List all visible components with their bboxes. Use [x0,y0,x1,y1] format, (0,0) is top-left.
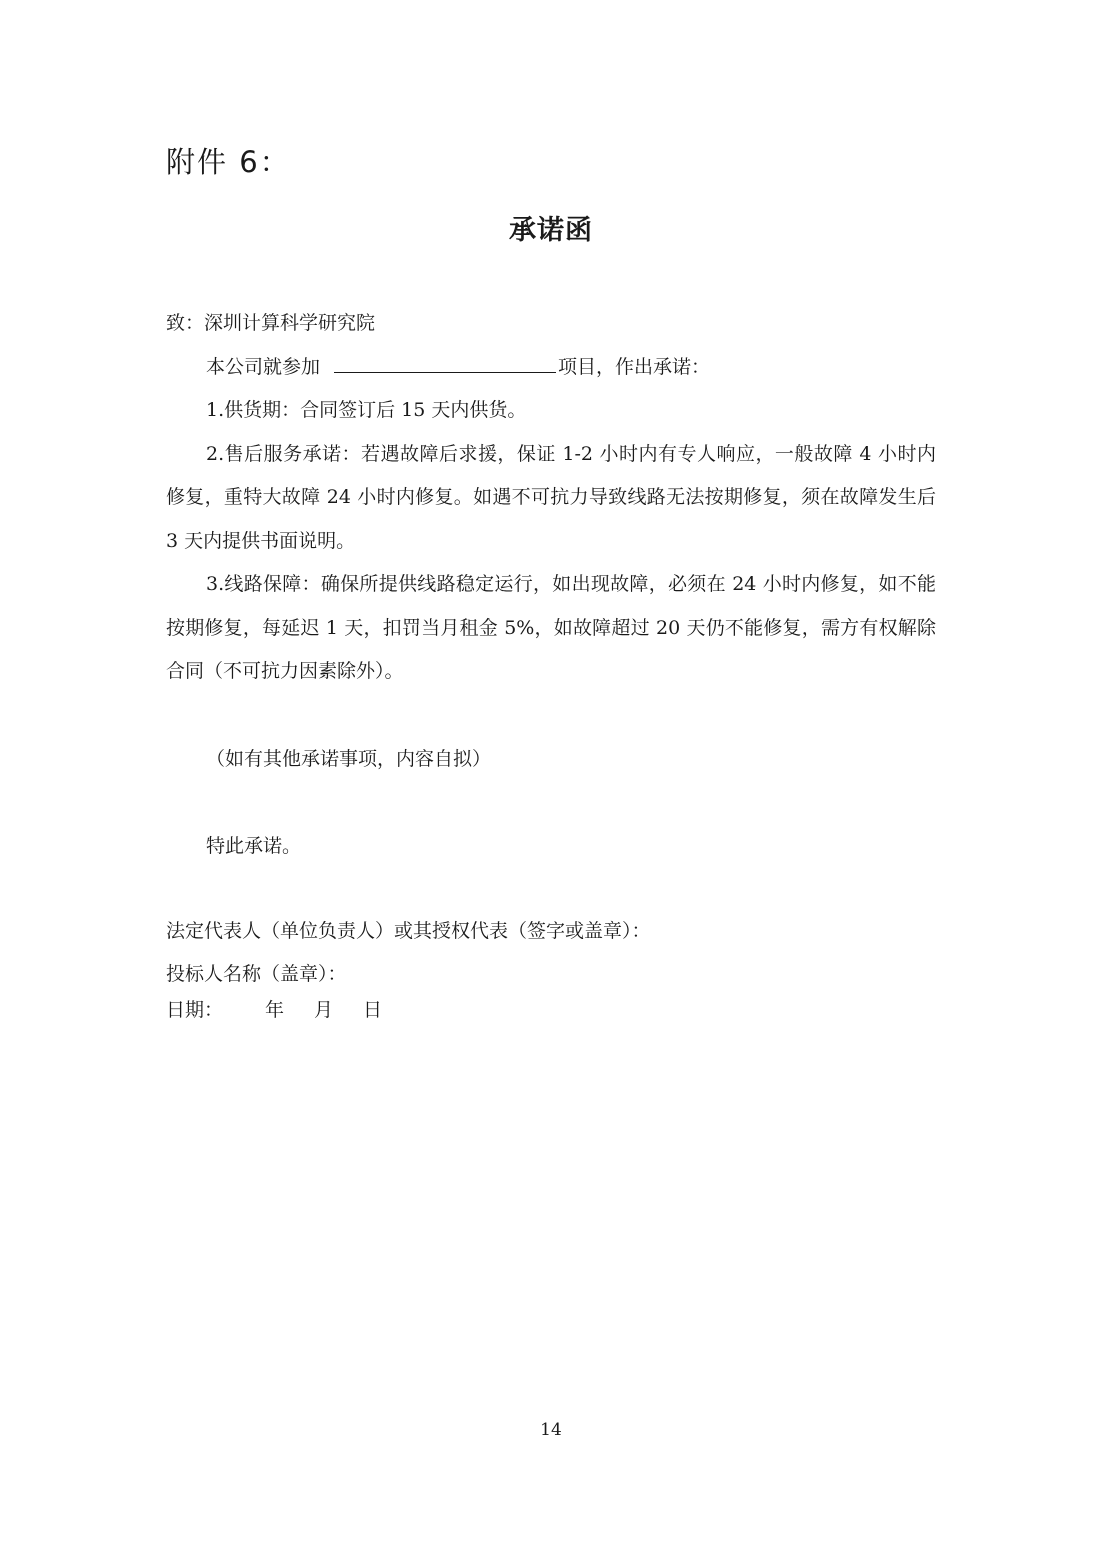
other-commitments-note: （如有其他承诺事项，内容自拟） [206,747,492,770]
letter-body [166,302,936,869]
representative-signature-line: 法定代表人（单位负责人）或其授权代表（签字或盖章）： [166,920,651,942]
bidder-name-line: 投标人名称（盖章）： [166,963,347,985]
date-year: 年 [265,999,285,1021]
project-name-blank [334,356,556,373]
commitment-item-1: 1.供货期：合同签订后 15 天内供货。 [206,399,527,421]
date-month: 月 [314,999,334,1021]
signature-block [166,910,651,1032]
intro-line [166,346,936,390]
page-number: 14 [540,1420,562,1440]
annex-label: 附件 6： [166,145,291,179]
date-line [166,989,651,1032]
date-day: 日 [363,999,383,1021]
date-label: 日期： [166,999,224,1021]
commitment-item-2: 2.售后服务承诺：若遇故障后求援，保证 1-2 小时内有专人响应，一般故障 4 小时内修复，重特大故障 24 小时内修复。如遇不可抗力导致线路无法按期修复，须在故障发生后 3 天内提供书面说明。 [166,442,936,552]
closing-statement: 特此承诺。 [206,835,302,857]
intro-after-blank: 项目，作出承诺： [558,355,711,378]
addressee: 致：深圳计算科学研究院 [166,312,376,334]
intro-before-blank: 本公司就参加 [206,355,321,378]
commitment-item-3: 3.线路保障：确保所提供线路稳定运行，如出现故障，必须在 24 小时内修复，如不能按期修复，每延迟 1 天，扣罚当月租金 5%，如故障超过 20 天仍不能修复，需方有权解除合同（不可抗力因素除外）。 [166,573,936,682]
document-title: 承诺函 [509,215,593,246]
